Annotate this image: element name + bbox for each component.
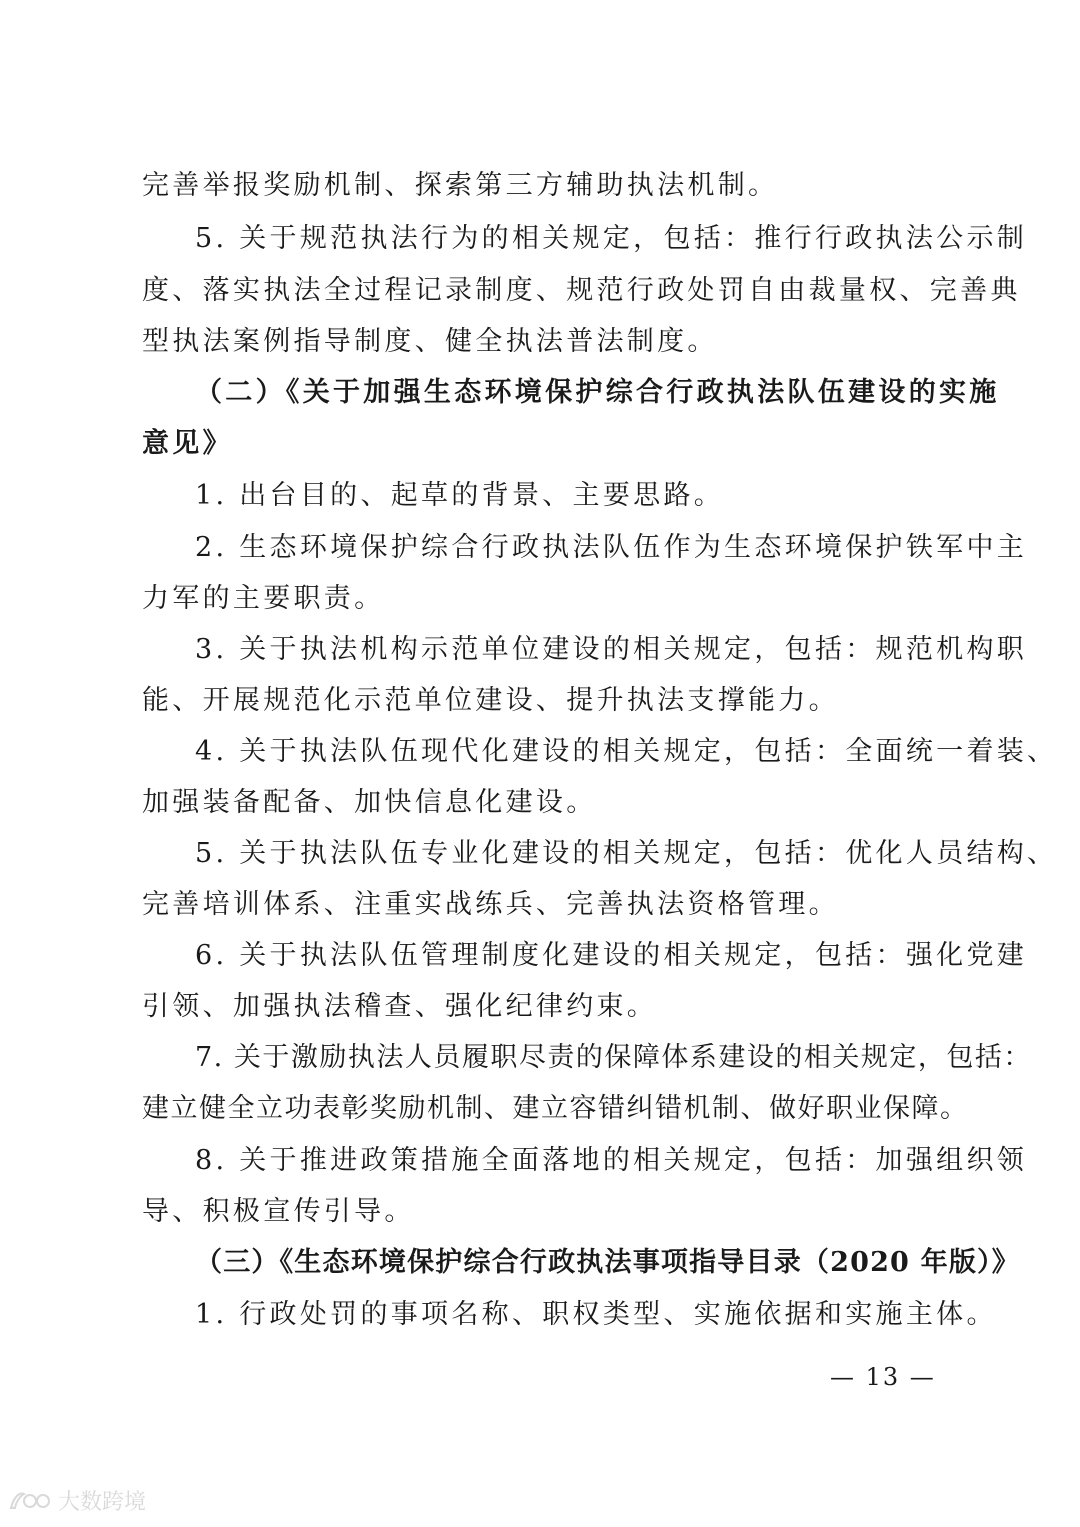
- body-line: 加强装备配备、加快信息化建设。: [142, 787, 597, 818]
- body-line: 导、积极宣传引导。: [142, 1196, 415, 1227]
- body-line: 1. 出台目的、起草的背景、主要思路。: [195, 480, 725, 511]
- watermark: [8, 1486, 146, 1514]
- body-line: 度、落实执法全过程记录制度、规范行政处罚自由裁量权、完善典: [142, 275, 1021, 306]
- watermark-logo-icon: [8, 1488, 54, 1512]
- body-line: 5. 关于执法队伍专业化建设的相关规定，包括：优化人员结构、: [195, 838, 1058, 869]
- body-line: 6. 关于执法队伍管理制度化建设的相关规定，包括：强化党建: [195, 940, 1028, 971]
- section-heading: （三）《生态环境保护综合行政执法事项指导目录（2020 年版）》: [195, 1247, 1020, 1278]
- body-line: 3. 关于执法机构示范单位建设的相关规定，包括：规范机构职: [195, 634, 1028, 665]
- body-line: 建立健全立功表彰奖励机制、建立容错纠错机制、做好职业保障。: [142, 1093, 969, 1124]
- body-line: 能、开展规范化示范单位建设、提升执法支撑能力。: [142, 685, 839, 716]
- body-line: 7. 关于激励执法人员履职尽责的保障体系建设的相关规定，包括：: [195, 1042, 1032, 1073]
- body-line: 完善举报奖励机制、探索第三方辅助执法机制。: [142, 170, 779, 201]
- watermark-text: 大数跨境: [58, 1489, 147, 1515]
- body-line: 力军的主要职责。: [142, 583, 385, 614]
- body-line: 8. 关于推进政策措施全面落地的相关规定，包括：加强组织领: [195, 1145, 1028, 1176]
- body-line: 4. 关于执法队伍现代化建设的相关规定，包括：全面统一着装、: [195, 736, 1058, 767]
- body-line: 2. 生态环境保护综合行政执法队伍作为生态环境保护铁军中主: [195, 532, 1028, 563]
- body-line: 型执法案例指导制度、健全执法普法制度。: [142, 326, 718, 357]
- body-line: 完善培训体系、注重实战练兵、完善执法资格管理。: [142, 889, 839, 920]
- page-number: — 13 —: [830, 1363, 936, 1391]
- section-heading: 意见》: [142, 428, 233, 459]
- body-line: 5. 关于规范执法行为的相关规定，包括：推行行政执法公示制: [195, 223, 1028, 254]
- body-line: 1. 行政处罚的事项名称、职权类型、实施依据和实施主体。: [195, 1299, 997, 1330]
- section-heading: （二）《关于加强生态环境保护综合行政执法队伍建设的实施: [195, 377, 1000, 408]
- body-line: 引领、加强执法稽查、强化纪律约束。: [142, 991, 658, 1022]
